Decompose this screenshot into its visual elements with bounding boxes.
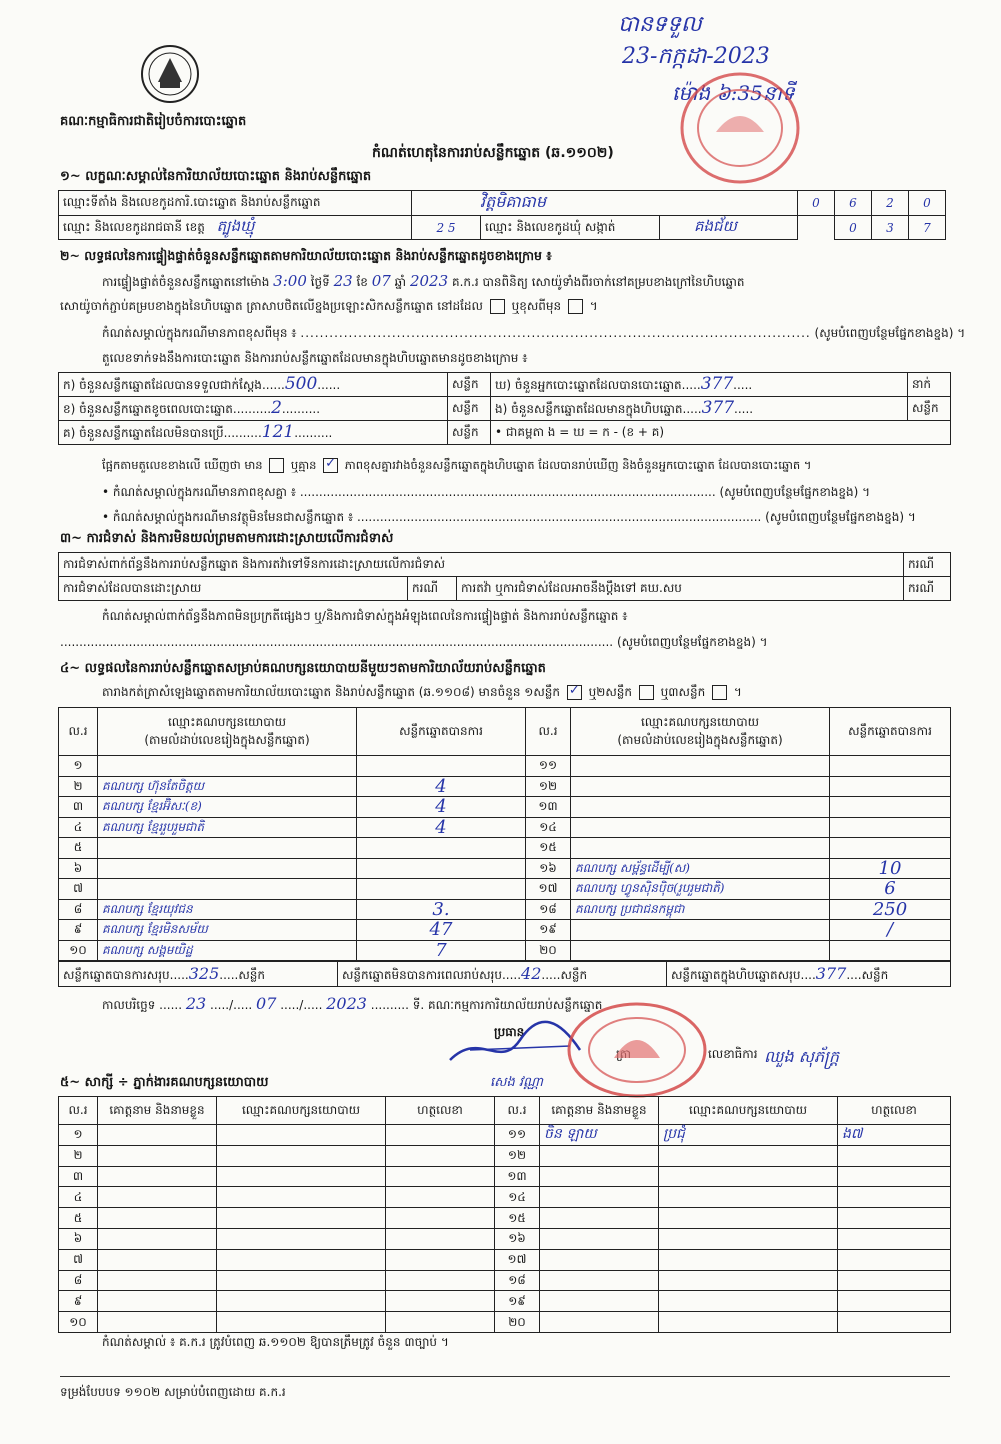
row-no: ២ (59, 776, 98, 797)
formula: • ជាគម្ពតា ង = ឃ = ក - (ខ + គ) (491, 421, 951, 445)
footer-divider (60, 1376, 950, 1377)
seal-check-line: សោយ៉ូចាក់ភ្ជាប់គម្របខាងក្នុងនៃហិបឆ្នោត ត្រាសាបថិតលើខ្នងប្រឡោះសិកសន្លឹកឆ្នោត នៅដដែល ឬខុសពីមុន ។ (60, 299, 598, 313)
station-code-4: 0 (909, 191, 946, 216)
party-name: គណបក្ស ខ្មែរមិនសម័យ (98, 920, 357, 941)
commune-code-2: 3 (872, 216, 909, 240)
witness-party (217, 1291, 386, 1312)
one-sheet-checkbox[interactable] (567, 685, 582, 700)
province-label: ឈ្មោះ និងលេខកូដរាជធានី ខេត្ត ត្បូងឃ្មុំ (59, 216, 412, 240)
vote-count (357, 879, 526, 900)
row-no: ១៥ (526, 838, 571, 859)
witness-name (540, 1270, 659, 1291)
vote-count: 250 (830, 899, 951, 920)
vote-count (830, 756, 951, 777)
table-row (59, 817, 951, 838)
party-name (571, 756, 830, 777)
table-row (59, 940, 951, 961)
province-code: 2 5 (412, 216, 481, 240)
vote-count: / (830, 920, 951, 941)
row-no: ១៦ (495, 1228, 540, 1249)
table-row (59, 776, 951, 797)
witness-party (659, 1291, 838, 1312)
witness-signature (386, 1291, 495, 1312)
spoiled-ballots-cell: ខ) ចំនួនសន្លឹកឆ្នោតខូចពេលបោះឆ្នោត..........2.......... (59, 397, 448, 421)
complaints-total-label: ការជំទាស់ពាក់ព័ន្ធនឹងការរាប់សន្លឹកឆ្នោត និងការតវ៉ាទៅទីនការដោះស្រាយលើការជំទាស់ (59, 553, 904, 577)
witness-name (540, 1145, 659, 1166)
row-no: ៨ (59, 899, 98, 920)
witness-party (659, 1208, 838, 1229)
figures-intro: តួលេខទាក់ទងនឹងការបោះឆ្នោត និងការរាប់សន្លឹកឆ្នោតដែលមានក្នុងហិបឆ្នោតមានដូចខាងក្រោម ៖ (102, 351, 528, 365)
section4-heading: ៤~ លទ្ធផលនៃការរាប់សន្លឹកឆ្នោតសម្រាប់គណបក្សនយោបាយនីមួយៗតាមការិយាល័យរាប់សន្លឹកឆ្នោត (60, 661, 546, 676)
col-votes: សន្លឹកឆ្នោតបានការ (357, 708, 526, 756)
row-no: ៦ (59, 858, 98, 879)
box-ballots-cell: ង) ចំនួនសន្លឹកឆ្នោតដែលមានក្នុងហិបឆ្នោត.....377..... (491, 397, 908, 421)
secretary-label: លេខាធិការ (708, 1047, 758, 1061)
total-box-cell: សន្លឹកឆ្នោតក្នុងហិបឆ្នោតសរុប....377....សន្លឹក (667, 962, 951, 987)
resolved-complaints-label: ការជំទាស់ដែលបានដោះស្រាយ (59, 577, 408, 601)
row-no: ៤ (59, 817, 98, 838)
commune-code-1: 0 (835, 216, 872, 240)
three-sheets-checkbox[interactable] (712, 685, 727, 700)
row-no: ១១ (526, 756, 571, 777)
form-title: កំណត់ហេតុនៃការរាប់សន្លឹកឆ្នោត (ឆ.១១០២) (372, 145, 614, 161)
witness-signature (386, 1166, 495, 1187)
party-name (571, 940, 830, 961)
row-no: ១៥ (495, 1208, 540, 1229)
row-no: ១៤ (526, 817, 571, 838)
witness-signature (386, 1249, 495, 1270)
vote-count (357, 838, 526, 859)
total-valid-cell: សន្លឹកឆ្នោតបានការសរុប.....325.....សន្លឹក (59, 962, 338, 987)
row-no: ២០ (495, 1312, 540, 1333)
witness-party (217, 1270, 386, 1291)
changed-checkbox[interactable] (568, 299, 583, 314)
row-no: ៩ (59, 1291, 98, 1312)
total-invalid-cell: សន្លឹកឆ្នោតមិនបានការពេលរាប់សរុប.....42.....សន្លឹក (338, 962, 667, 987)
witness-party (659, 1145, 838, 1166)
party-name (571, 817, 830, 838)
witness-party (217, 1187, 386, 1208)
received-label: បានទទួល (618, 12, 702, 37)
witness-table (58, 1096, 951, 1333)
row-no: ១៧ (495, 1249, 540, 1270)
table-row (59, 838, 951, 859)
complaints-table (58, 552, 951, 601)
witness-signature (838, 1249, 951, 1270)
same-checkbox[interactable] (490, 299, 505, 314)
vote-count: 47 (357, 920, 526, 941)
vote-count: 4 (357, 817, 526, 838)
row-no: ៥ (59, 838, 98, 859)
row-no: ៧ (59, 879, 98, 900)
witness-signature (386, 1187, 495, 1208)
polling-station-value: វិត្តមិគាធាម (412, 191, 798, 216)
table-row (59, 1208, 951, 1229)
witness-name (540, 1166, 659, 1187)
witness-signature (386, 1125, 495, 1146)
case-unit: ករណី (904, 577, 951, 601)
row-no: ១៨ (495, 1270, 540, 1291)
witness-name (540, 1187, 659, 1208)
nec-logo-icon (138, 42, 202, 108)
vote-count: 4 (357, 797, 526, 818)
table-row (59, 858, 951, 879)
row-no: ៣ (59, 1166, 98, 1187)
witness-signature (386, 1228, 495, 1249)
witness-signature (838, 1228, 951, 1249)
witness-party (217, 1166, 386, 1187)
unit: សន្លឹក (448, 397, 491, 421)
unit: សន្លឹក (448, 373, 491, 397)
col-name: គោត្តនាម និងនាមខ្លួន (98, 1097, 217, 1125)
table-row (59, 1166, 951, 1187)
witness-party: ប្រជុំ (659, 1125, 838, 1146)
party-name (98, 879, 357, 900)
party-name (571, 920, 830, 941)
row-no: ៦ (59, 1228, 98, 1249)
section1-table (58, 190, 946, 240)
official-stamp-top (676, 70, 804, 188)
chair-label: ប្រធាន (494, 1025, 525, 1039)
footer-form-label: ទម្រង់បែបបទ ១១០២ សម្រាប់បំពេញដោយ គ.ក.រ (60, 1385, 286, 1399)
witness-signature (838, 1166, 951, 1187)
witness-name (98, 1228, 217, 1249)
witness-signature (838, 1145, 951, 1166)
other-objects-note: • កំណត់សម្គាល់ក្នុងករណីមានវត្ថុមិនមែនជាសន្លឹកឆ្នោត ៖ .......................................................................................................... (សូមបំពេញបន្ថែមផ្នែកខាងខ្នង) ។ (102, 510, 916, 524)
witness-signature (838, 1270, 951, 1291)
party-name: គណបក្ស ហ៊ុនតែចិត្តយ (98, 776, 357, 797)
row-no: ៨ (59, 1270, 98, 1291)
unused-ballots-cell: គ) ចំនួនសន្លឹកឆ្នោតដែលមិនបានប្រើ..........121.......... (59, 421, 448, 445)
witness-party (659, 1270, 838, 1291)
party-name: គណបក្ស ប្រជាជនកម្ពុជា (571, 899, 830, 920)
witness-signature (838, 1187, 951, 1208)
col-party: ឈ្មោះគណបក្សនយោបាយ (217, 1097, 386, 1125)
irregularity-note: កំណត់សម្គាល់ពាក់ព័ន្ធនឹងភាពមិនប្រក្រតីផ្សេងៗ ឬ/និងការជំទាស់ក្នុងអំឡុងពេលនៃការផ្ទៀងផ្ទាត់ និងការរាប់សន្លឹកឆ្នោត ៖ (102, 609, 628, 623)
row-no: ១២ (526, 776, 571, 797)
party-name: គណបក្ស ខ្មែរអ៊ិសៈ(ខ) (98, 797, 357, 818)
compare-line: ផ្អែកតាមតួលេខខាងលើ ឃើញថា មាន ឬគ្មាន ✓ ភាពខុសគ្នារវាងចំនួនសន្លឹកឆ្នោតក្នុងហិបឆ្នោត ដែលបានរាប់ឃើញ និងចំនួនអ្នកបោះឆ្នោត ដែលបានបោះឆ្នោត ។ (102, 458, 811, 475)
witness-party (659, 1228, 838, 1249)
vote-count (830, 817, 951, 838)
vote-count: 6 (830, 879, 951, 900)
diff-note-line: កំណត់សម្គាល់ក្នុងករណីមានភាពខុសពីមុន ៖ .......................................................................................................... (សូមបំពេញបន្ថែមផ្នែកខាងខ្នង) ។ (102, 326, 966, 340)
unit: សន្លឹក (448, 421, 491, 445)
totals-table (58, 961, 951, 987)
col-party: ឈ្មោះគណបក្សនយោបាយ (តាមលំដាប់លេខរៀងក្នុងសន្លឹកឆ្នោត) (98, 708, 357, 756)
col-no: ល.រ (59, 1097, 98, 1125)
row-no: ១៦ (526, 858, 571, 879)
row-no: ១៧ (526, 879, 571, 900)
results-body (59, 756, 951, 961)
witness-signature (838, 1208, 951, 1229)
witness-signature (838, 1312, 951, 1333)
row-no: ១៩ (495, 1291, 540, 1312)
secretary-name: ឈួង សុភ័ក្ត្រ (764, 1047, 840, 1066)
witness-name (98, 1249, 217, 1270)
witness-party (659, 1187, 838, 1208)
table-row (59, 756, 951, 777)
results-table (58, 707, 951, 961)
commune-code-3: 7 (909, 216, 946, 240)
voters-cell: ឃ) ចំនួនអ្នកបោះឆ្នោតដែលបានបោះឆ្នោត.....377..... (491, 373, 908, 397)
vote-count (830, 940, 951, 961)
vote-count (357, 858, 526, 879)
party-name (571, 797, 830, 818)
commune-label: ឈ្មោះ និងលេខកូដឃុំ សង្កាត់ (481, 216, 660, 240)
row-no: ៥ (59, 1208, 98, 1229)
witness-name (98, 1145, 217, 1166)
row-no: ១៣ (495, 1166, 540, 1187)
section3-heading: ៣~ ការជំទាស់ និងការមិនយល់ព្រមតាមការដោះស្រាយលើការជំទាស់ (60, 531, 394, 546)
col-name: គោត្តនាម និងនាមខ្លួន (540, 1097, 659, 1125)
vote-count: 7 (357, 940, 526, 961)
commune-value: គងជ័យ (660, 216, 798, 240)
authority-name: គណៈកម្មាធិការជាតិរៀបចំការបោះឆ្នោត (60, 114, 247, 129)
party-name (98, 838, 357, 859)
tally-sheet-line: តារាងកត់ត្រាសំឡេងឆ្នោតតាមការិយាល័យបោះឆ្នោត និងរាប់សន្លឹកឆ្នោត (ឆ.១១០៨) មានចំនួន ១សន្លឹក ✓ ឬ២សន្លឹក ឬ៣សន្លឹក ។ (102, 684, 742, 702)
table-row (59, 879, 951, 900)
figures-table (58, 372, 951, 445)
witness-name (540, 1208, 659, 1229)
vote-count: 4 (357, 776, 526, 797)
witness-name (98, 1166, 217, 1187)
witness-signature (386, 1208, 495, 1229)
col-votes: សន្លឹកឆ្នោតបានការ (830, 708, 951, 756)
party-name: គណបក្ស ខ្មែររួបរួមជាតិ (98, 817, 357, 838)
witness-name (98, 1270, 217, 1291)
witness-body (59, 1125, 951, 1333)
section1-heading: ១~ លក្ខណៈសម្គាល់នៃការិយាល័យបោះឆ្នោត និងរាប់សន្លឹកឆ្នោត (60, 169, 372, 184)
two-sheets-checkbox[interactable] (639, 685, 654, 700)
unit: នាក់ (908, 373, 951, 397)
table-row (59, 1187, 951, 1208)
witness-party (217, 1125, 386, 1146)
witness-party (217, 1208, 386, 1229)
table-row (59, 1270, 951, 1291)
vote-count: 10 (830, 858, 951, 879)
row-no: ១ (59, 1125, 98, 1146)
witness-name (540, 1249, 659, 1270)
station-code-3: 2 (872, 191, 909, 216)
table-row (59, 797, 951, 818)
witness-name: ចិន ឡាយ (540, 1125, 659, 1146)
party-name: គណបក្ស ហ្វូនស៊ិនប៉ិច(រួបរួមជាតិ) (571, 879, 830, 900)
col-party: ឈ្មោះគណបក្សនយោបាយ (តាមលំដាប់លេខរៀងក្នុងសន្លឹកឆ្នោត) (571, 708, 830, 756)
col-no: ល.រ (495, 1097, 540, 1125)
case-unit: ករណី (408, 577, 457, 601)
witness-signature (386, 1270, 495, 1291)
col-sign: ហត្ថលេខា (386, 1097, 495, 1125)
witness-name (540, 1312, 659, 1333)
witness-name (98, 1312, 217, 1333)
witness-party (659, 1312, 838, 1333)
party-name (98, 858, 357, 879)
station-code-1: 0 (798, 191, 835, 216)
row-no: ២០ (526, 940, 571, 961)
witness-party (217, 1312, 386, 1333)
vote-count (830, 797, 951, 818)
row-no: ១ (59, 756, 98, 777)
party-name (571, 838, 830, 859)
section2-heading: ២~ លទ្ធផលនៃការផ្ទៀងផ្ទាត់ចំនួនសន្លឹកឆ្នោតតាមការិយាល័យបោះឆ្នោត និងរាប់សន្លឹកឆ្នោតដូចខាងក្រោម ៖ (60, 248, 552, 263)
table-row (59, 1312, 951, 1333)
vote-count (830, 838, 951, 859)
table-row (59, 1125, 951, 1146)
row-no: ៧ (59, 1249, 98, 1270)
row-no: ១៤ (495, 1187, 540, 1208)
party-name: គណបក្ស សង្គមយិដ្ឋ (98, 940, 357, 961)
section5-heading: ៥~ សាក្សី ÷ ភ្នាក់ងារគណបក្សនយោបាយ (60, 1075, 269, 1090)
appeal-complaints-label: ការតវ៉ា ឬការជំទាស់ដែលអាចនឹងប្តឹងទៅ គឃ.សប (457, 577, 904, 601)
col-sign: ហត្ថលេខា (838, 1097, 951, 1125)
polling-station-label: ឈ្មោះទីតាំង និងលេខកូដការិ.បោះឆ្នោត និងរាប់សន្លឹកឆ្នោត (59, 191, 412, 216)
received-date: 23-កក្កដា-2023 (622, 44, 770, 69)
witness-name (540, 1291, 659, 1312)
has-diff-checkbox[interactable] (269, 458, 284, 473)
party-name (571, 776, 830, 797)
received-time: ម៉ោង ៦:35នាទី (672, 81, 795, 105)
unit: សន្លឹក (908, 397, 951, 421)
footer-note: កំណត់សម្គាល់ ៖ គ.ក.រ ត្រូវបំពេញ ឆ.១១០២ ឱ្យបានត្រឹមត្រូវ ចំនួន ៣ច្បាប់ ។ (102, 1335, 449, 1349)
table-row (59, 899, 951, 920)
row-no: ៩ (59, 920, 98, 941)
witness-name (98, 1125, 217, 1146)
col-no: ល.រ (526, 708, 571, 756)
chair-name: សេង វណ្ណា (490, 1075, 544, 1090)
signing-date-line: កាលបរិច្ឆេទ ...... 23 ...../..... 07 ...../..... 2023 .......... ទី. គណៈកម្មការការិយាល័យរាប់សន្លឹកឆ្នោត (102, 994, 603, 1013)
witness-signature: ង៧ (838, 1125, 951, 1146)
witness-party (217, 1228, 386, 1249)
witness-name (98, 1291, 217, 1312)
row-no: ១៨ (526, 899, 571, 920)
row-no: ១៣ (526, 797, 571, 818)
witness-name (98, 1208, 217, 1229)
col-no: ល.រ (59, 708, 98, 756)
witness-party (659, 1249, 838, 1270)
witness-party (217, 1249, 386, 1270)
official-stamp-bottom (562, 1000, 712, 1100)
row-no: ២ (59, 1145, 98, 1166)
witness-signature (386, 1145, 495, 1166)
row-no: ១៩ (526, 920, 571, 941)
party-name: គណបក្ស សម្ព័ន្ធដើម្បី(ស) (571, 858, 830, 879)
table-row (59, 1249, 951, 1270)
verification-line: ការផ្ទៀងផ្ទាត់ចំនួនសន្លឹកឆ្នោតនៅម៉ោង 3:00 ថ្ងៃទី 23 ខែ 07 ឆ្នាំ 2023 គ.ក.រ បានពិនិត្យ សោយ៉ូទាំងពីរចាក់នៅគម្របខាងក្រៅនៃហិបឆ្នោត (102, 272, 745, 290)
row-no: ១០ (59, 940, 98, 961)
received-ballots-cell: ក) ចំនួនសន្លឹកឆ្នោតដែលបានទទួលជាក់ស្តែង......500...... (59, 373, 448, 397)
witness-name (540, 1228, 659, 1249)
row-no: ១១ (495, 1125, 540, 1146)
col-party: ឈ្មោះគណបក្សនយោបាយ (659, 1097, 838, 1125)
case-unit: ករណី (904, 553, 951, 577)
no-diff-checkbox[interactable] (323, 458, 338, 473)
diff-note: • កំណត់សម្គាល់ក្នុងករណីមានភាពខុសគ្នា ៖ ............................................................................................................. (សូមបំពេញបន្ថែមផ្នែកខាងខ្នង) ។ (102, 485, 871, 499)
witness-party (217, 1145, 386, 1166)
vote-count (830, 776, 951, 797)
table-row (59, 1228, 951, 1249)
witness-party (659, 1166, 838, 1187)
party-name (98, 756, 357, 777)
witness-name (98, 1187, 217, 1208)
row-no: ៣ (59, 797, 98, 818)
row-no: ៤ (59, 1187, 98, 1208)
table-row (59, 920, 951, 941)
party-name: គណបក្ស ខ្មែរយុវជន (98, 899, 357, 920)
table-row (59, 1145, 951, 1166)
row-no: ១២ (495, 1145, 540, 1166)
witness-signature (838, 1291, 951, 1312)
vote-count: 3. (357, 899, 526, 920)
row-no: ១០ (59, 1312, 98, 1333)
vote-count (357, 756, 526, 777)
witness-signature (386, 1312, 495, 1333)
table-row (59, 1291, 951, 1312)
irregularity-fill: ................................................................................................................................................. (សូមបំពេញបន្ថែមផ្នែកខាងខ្នង) ។ (60, 635, 768, 649)
station-code-2: 6 (835, 191, 872, 216)
